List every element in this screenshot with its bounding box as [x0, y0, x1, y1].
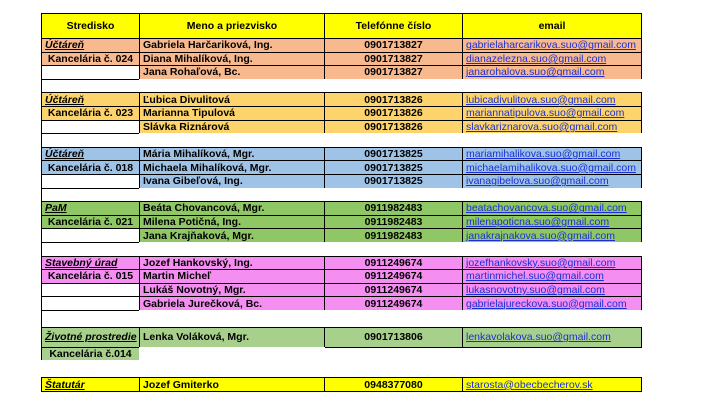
phone-cell: 0911249674: [324, 269, 463, 284]
email-link[interactable]: martinmichel.suo@gmail.com: [466, 270, 604, 283]
table-row: [42, 348, 644, 362]
email-cell: [462, 283, 642, 298]
email-link[interactable]: lukasnovotny.suo@gmail.com: [466, 283, 605, 296]
email-link[interactable]: ivanagibelova.suo@gmail.com: [466, 175, 609, 188]
empty-cell: [41, 242, 140, 257]
email-cell: [462, 228, 642, 243]
email-cell: [462, 296, 642, 311]
empty-cell: [462, 188, 642, 203]
table-row: [42, 161, 644, 175]
header-meno: Meno a priezvisko: [139, 13, 325, 39]
email-link[interactable]: slavkariznarova.suo@gmail.com: [466, 120, 618, 133]
name-cell: Michaela Mihalíková, Mgr.: [139, 160, 325, 175]
email-cell: [462, 377, 642, 392]
name-cell: Martin Micheľ: [139, 269, 325, 284]
table-row: [42, 257, 644, 271]
empty-cell: [462, 79, 642, 94]
table-row: [42, 148, 644, 162]
email-cell: [462, 256, 642, 271]
phone-cell: 0911249674: [324, 283, 463, 298]
spacer-row: [42, 189, 644, 203]
name-cell: Ľubica Divulitová: [139, 92, 325, 107]
email-link[interactable]: milenapoticna.suo@gmail.com: [466, 216, 610, 229]
table-row: [42, 229, 644, 243]
empty-cell: [139, 79, 325, 94]
name-cell: Gabriela Harčariková, Ing.: [139, 38, 325, 53]
email-cell: [462, 65, 642, 80]
empty-cell: [41, 296, 140, 311]
name-cell: Lukáš Novotný, Mgr.: [139, 283, 325, 298]
email-cell: [462, 160, 642, 175]
phone-cell: 0901713825: [324, 160, 463, 175]
phone-cell: 0901713827: [324, 52, 463, 67]
email-link[interactable]: janakrajnakova.suo@gmail.com: [466, 229, 615, 242]
empty-cell: [41, 360, 140, 378]
email-cell: [462, 147, 642, 162]
phone-cell: 0901713826: [324, 120, 463, 135]
department-cell: PaM: [41, 201, 140, 216]
empty-cell: [324, 242, 463, 257]
name-cell: Jana Rohaľová, Bc.: [139, 65, 325, 80]
email-link[interactable]: michaelamihalikova.suo@gmail.com: [466, 161, 636, 174]
email-link[interactable]: starosta@obecbecherov.sk: [466, 378, 593, 391]
phone-cell: 0901713826: [324, 106, 463, 121]
office-cell: Kancelária č.014: [41, 347, 140, 362]
spacer-row: [42, 134, 644, 148]
email-cell: [462, 215, 642, 230]
email-link[interactable]: mariannatipulova.suo@gmail.com: [466, 107, 625, 120]
email-cell: [462, 327, 642, 348]
empty-cell: [41, 228, 140, 243]
name-cell: Milena Potičná, Ing.: [139, 215, 325, 230]
department-cell: Štatutár: [41, 377, 140, 392]
empty-cell: [324, 310, 463, 328]
email-cell: [462, 120, 642, 135]
phone-cell: 0901713827: [324, 65, 463, 80]
phone-cell: 0911982483: [324, 201, 463, 216]
email-cell: [462, 106, 642, 121]
table-row: [42, 297, 644, 311]
name-cell: Beáta Chovancová, Mgr.: [139, 201, 325, 216]
empty-cell: [139, 188, 325, 203]
empty-cell: [462, 310, 642, 328]
office-cell: Kancelária č. 015: [41, 269, 140, 284]
email-cell: [462, 269, 642, 284]
table-row: [42, 270, 644, 284]
office-cell: Kancelária č. 024: [41, 52, 140, 67]
empty-cell: [41, 133, 140, 148]
table-row: [42, 175, 644, 189]
office-cell: Kancelária č. 023: [41, 106, 140, 121]
email-link[interactable]: lenkavolakova.suo@gmail.com: [466, 331, 611, 344]
department-cell: Účtáreň: [41, 92, 140, 107]
email-cell: [462, 92, 642, 107]
empty-cell: [324, 133, 463, 148]
email-cell: [462, 38, 642, 53]
table-row: [42, 53, 644, 67]
email-link[interactable]: lubicadivulitova.suo@gmail.com: [466, 93, 616, 106]
department-cell: Účtáreň: [41, 147, 140, 162]
name-cell: Ivana Gibeľová, Ing.: [139, 174, 325, 189]
name-cell: Diana Mihalíková, Ing.: [139, 52, 325, 67]
table-row: [42, 216, 644, 230]
name-cell: Mária Mihalíková, Mgr.: [139, 147, 325, 162]
email-cell: [462, 174, 642, 189]
empty-cell: [139, 347, 325, 362]
department-cell: Životné prostredie: [41, 327, 140, 348]
phone-cell: 0911249674: [324, 256, 463, 271]
table-row: [42, 39, 644, 53]
office-cell: Kancelária č. 018: [41, 160, 140, 175]
name-cell: Marianna Tipulová: [139, 106, 325, 121]
phone-cell: 0901713825: [324, 174, 463, 189]
phone-cell: 0948377080: [324, 377, 463, 392]
email-cell: [462, 201, 642, 216]
email-link[interactable]: gabrielaharcarikova.suo@gmail.com: [466, 39, 636, 52]
spacer-row: [42, 361, 644, 378]
empty-cell: [41, 174, 140, 189]
table-row: [42, 378, 644, 392]
empty-cell: [41, 65, 140, 80]
table-row: [42, 121, 644, 135]
empty-cell: [41, 188, 140, 203]
spacer-row: [42, 243, 644, 257]
name-cell: Jana Krajňaková, Mgr.: [139, 228, 325, 243]
empty-cell: [324, 188, 463, 203]
spacer-row: [42, 80, 644, 94]
spacer-row: [42, 311, 644, 328]
phone-cell: 0911982483: [324, 228, 463, 243]
email-link[interactable]: jozefhankovsky.suo@gmail.com: [466, 256, 616, 269]
department-cell: Účtáreň: [41, 38, 140, 53]
table-row: [42, 93, 644, 107]
table-header-row: [42, 14, 644, 39]
empty-cell: [139, 133, 325, 148]
header-email: email: [462, 13, 642, 39]
empty-cell: [139, 242, 325, 257]
name-cell: Slávka Riznárová: [139, 120, 325, 135]
phone-cell: 0901713826: [324, 92, 463, 107]
name-cell: Gabriela Jurečková, Bc.: [139, 296, 325, 311]
table-row: [42, 328, 644, 348]
contact-table: [42, 14, 644, 392]
empty-cell: [462, 133, 642, 148]
header-stredisko: Stredisko: [41, 13, 140, 39]
empty-cell: [41, 79, 140, 94]
empty-cell: [462, 242, 642, 257]
name-cell: Lenka Voláková, Mgr.: [139, 327, 325, 348]
email-link[interactable]: mariamihalikova.suo@gmail.com: [466, 148, 621, 161]
email-cell: [462, 52, 642, 67]
table-row: [42, 284, 644, 298]
empty-cell: [41, 310, 140, 328]
empty-cell: [139, 310, 325, 328]
name-cell: Jozef Gmiterko: [139, 377, 325, 392]
email-link[interactable]: beatachovancova.suo@gmail.com: [466, 202, 627, 215]
email-link[interactable]: dianazelezna.suo@gmail.com: [466, 52, 607, 65]
empty-cell: [324, 79, 463, 94]
phone-cell: 0911982483: [324, 215, 463, 230]
email-link[interactable]: gabrielajureckova.suo@gmail.com: [466, 297, 627, 310]
phone-cell: 0911249674: [324, 296, 463, 311]
table-row: [42, 66, 644, 80]
table-row: [42, 202, 644, 216]
email-link[interactable]: janarohalova.suo@gmail.com: [466, 66, 605, 79]
table-row: [42, 107, 644, 121]
office-cell: Kancelária č. 021: [41, 215, 140, 230]
empty-cell: [41, 120, 140, 135]
name-cell: Jozef Hankovský, Ing.: [139, 256, 325, 271]
phone-cell: 0901713825: [324, 147, 463, 162]
empty-cell: [41, 283, 140, 298]
department-cell: Stavebný úrad: [41, 256, 140, 271]
phone-cell: 0901713806: [324, 327, 463, 348]
phone-cell: 0901713827: [324, 38, 463, 53]
header-telefon: Telefónne číslo: [324, 13, 463, 39]
